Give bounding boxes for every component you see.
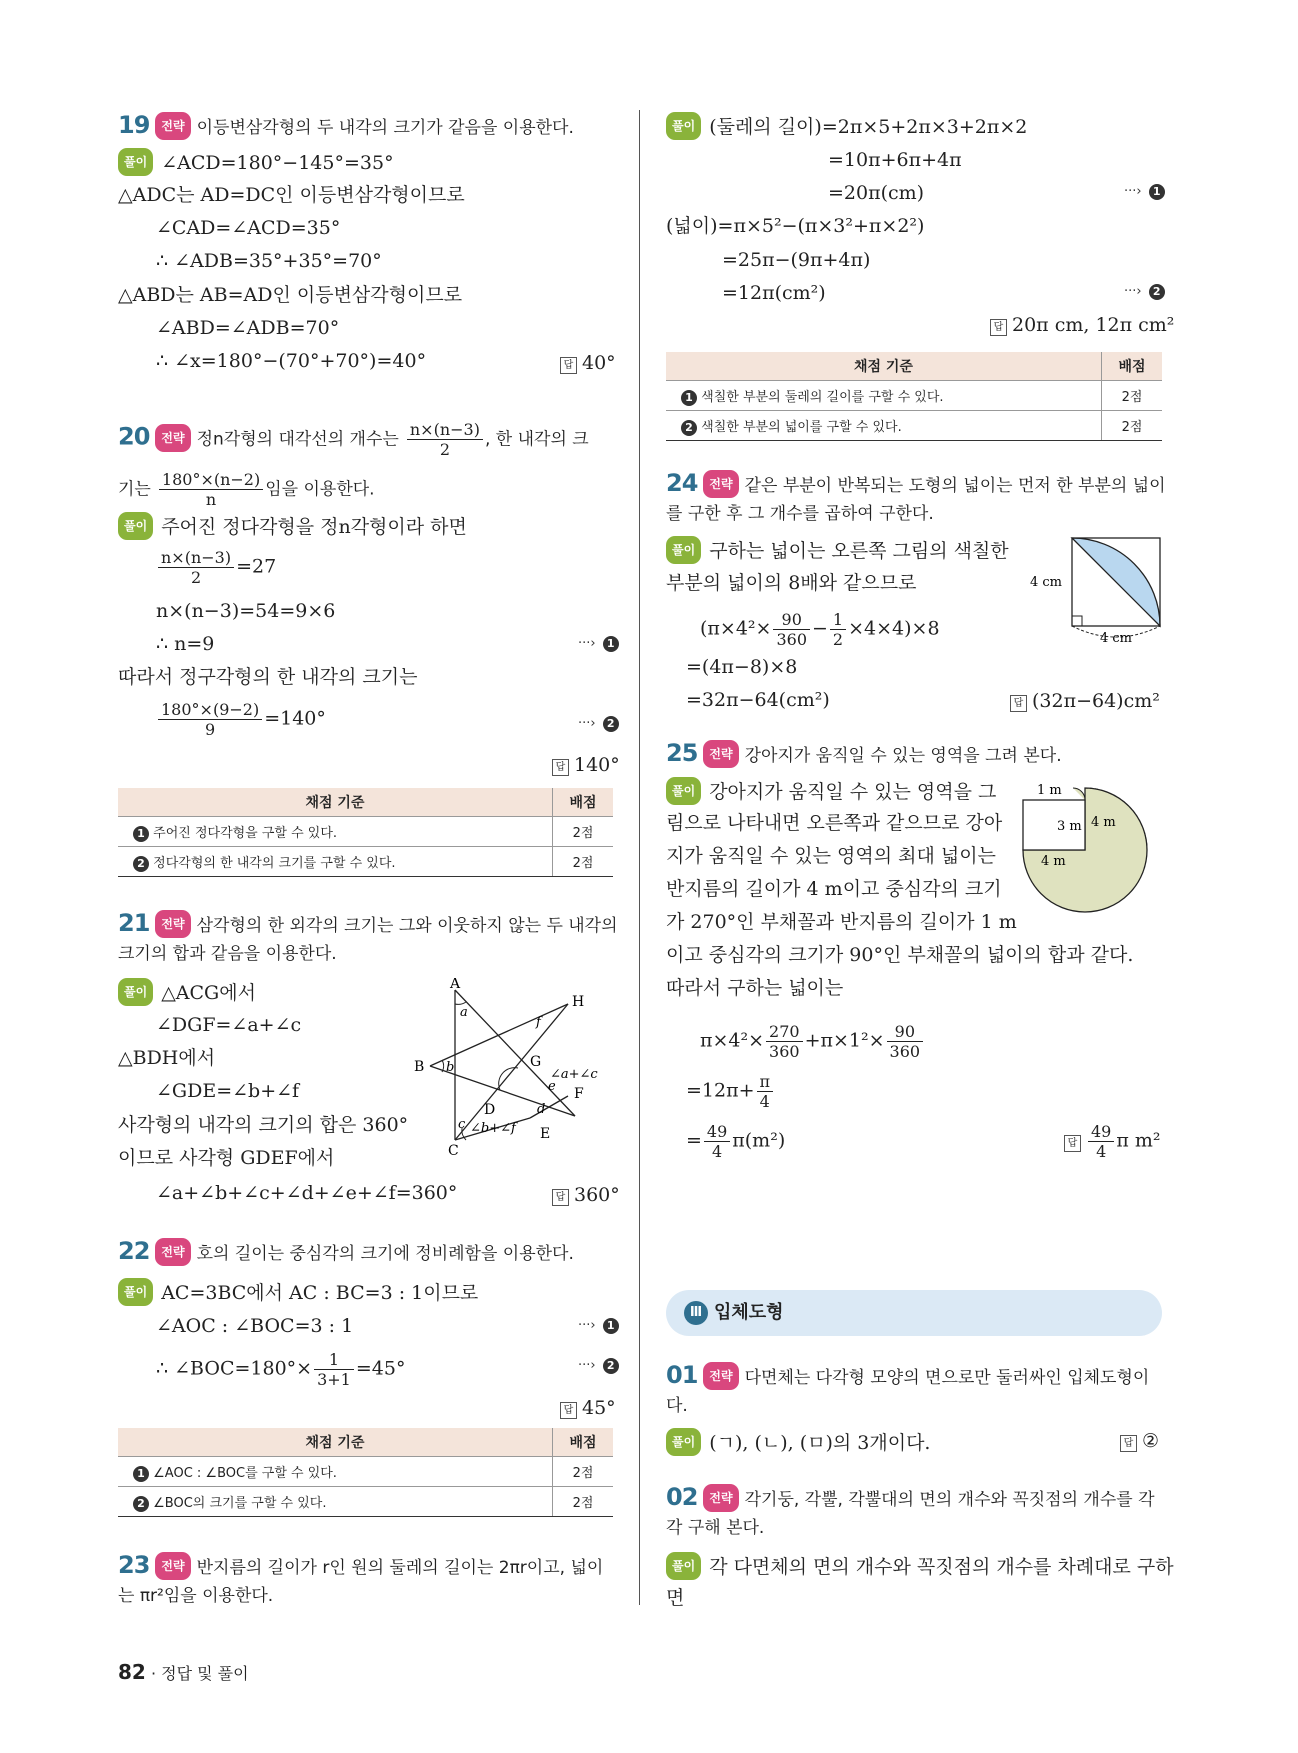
q24-line-1 bbox=[666, 536, 1009, 564]
answer-mark-icon: 답 bbox=[552, 1189, 569, 1206]
point-b-label: B bbox=[414, 1059, 425, 1075]
points-cell: 2점 bbox=[553, 847, 614, 877]
q22-solution-badge: 풀이 bbox=[118, 1278, 153, 1306]
q01-line-1 bbox=[666, 1428, 930, 1456]
q22-strategy-badge: 전략 bbox=[155, 1238, 190, 1266]
point-f-label: F bbox=[574, 1086, 584, 1102]
q20-fraction-4-num: 180°×(9−2) bbox=[158, 700, 262, 720]
q22-number: 22 bbox=[118, 1237, 150, 1265]
q25-fraction-1 bbox=[766, 1022, 803, 1061]
q19-line-3: ∴ ∠ADB=35°+35°=70° bbox=[156, 250, 382, 272]
answer-mark-icon: 답 bbox=[1064, 1135, 1081, 1152]
q22-fraction bbox=[314, 1350, 354, 1389]
point-e-label: E bbox=[540, 1126, 551, 1142]
q25-text-0: 강아지가 움직일 수 있는 영역을 그 bbox=[709, 781, 997, 803]
q22-strategy: 호의 길이는 중심각의 크기에 정비례함을 이용한다. bbox=[196, 1244, 574, 1264]
q24-fraction-1-num: 90 bbox=[773, 610, 810, 630]
q21-line-4: 사각형의 내각의 크기의 합은 360° bbox=[118, 1114, 409, 1136]
q02-strategy-b: 각 구해 본다. bbox=[666, 1518, 765, 1538]
q23-strategy-b: 는 πr²임을 이용한다. bbox=[118, 1586, 274, 1606]
q25-dog-area-figure bbox=[1015, 780, 1165, 930]
angle-a-label: a bbox=[460, 1005, 468, 1020]
q01-text-1: (ㄱ), (ㄴ), (ㅁ)의 3개이다. bbox=[709, 1432, 931, 1454]
criteria-header: 채점 기준 bbox=[118, 1428, 553, 1457]
table-row bbox=[666, 381, 1162, 411]
q24-fraction-1 bbox=[773, 610, 810, 649]
section-header-solids bbox=[666, 1290, 1162, 1336]
q23-line-5: =25π−(9π+4π) bbox=[722, 249, 871, 271]
q20-strategy-c: 기는 bbox=[118, 479, 151, 500]
q24-side-label: 4 cm bbox=[1030, 575, 1063, 590]
step-2-icon: 2 bbox=[133, 1496, 149, 1512]
points-cell: 2점 bbox=[553, 1457, 614, 1487]
criteria-cell bbox=[118, 1457, 553, 1487]
answer-mark-icon: 답 bbox=[552, 759, 569, 776]
q01-header bbox=[666, 1362, 1149, 1391]
q19-line-0 bbox=[118, 148, 394, 176]
q01-answer-value: ② bbox=[1142, 1430, 1160, 1452]
q21-line-3: ∠GDE=∠b+∠f bbox=[156, 1080, 300, 1102]
q21-strategy-line-2 bbox=[118, 940, 337, 967]
q20-strategy-d: 임을 이용한다. bbox=[265, 479, 375, 500]
q24-fraction-2 bbox=[830, 610, 846, 649]
q21-strategy-b: 크기의 합과 같음을 이용한다. bbox=[118, 944, 337, 964]
q23-step-2-marker: ···› 2 bbox=[1124, 284, 1165, 300]
q20-strategy-b: , 한 내각의 크 bbox=[484, 429, 589, 450]
q21-header bbox=[118, 910, 618, 939]
q22-fraction-den: 3+1 bbox=[317, 1370, 351, 1389]
step-2-icon: 2 bbox=[603, 1358, 619, 1374]
criteria-text: 색칠한 부분의 둘레의 길이를 구할 수 있다. bbox=[701, 389, 944, 405]
step-1-icon: 1 bbox=[133, 1466, 149, 1482]
q22-text-3a: ∴ ∠BOC=180°× bbox=[156, 1357, 313, 1380]
answer-mark-icon: 답 bbox=[990, 319, 1007, 336]
q20-fraction-3 bbox=[158, 548, 234, 587]
answer-mark-icon: 답 bbox=[560, 357, 577, 374]
q20-header bbox=[118, 420, 589, 459]
column-divider bbox=[639, 110, 640, 1605]
q25-eq-1 bbox=[700, 1022, 925, 1061]
angle-ac-label: ∠a+∠c bbox=[550, 1067, 598, 1082]
q20-fraction-3-num: n×(n−3) bbox=[158, 548, 234, 568]
answer-mark-icon: 답 bbox=[560, 1402, 577, 1419]
q23-line-4: (넓이)=π×5²−(π×3²+π×2²) bbox=[666, 215, 925, 237]
q23-strategy-a: 반지름의 길이가 r인 원의 둘레의 길이는 2πr이고, 넓이 bbox=[196, 1558, 604, 1578]
q20-answer-value: 140° bbox=[574, 754, 620, 776]
criteria-header: 채점 기준 bbox=[118, 788, 553, 817]
q02-strategy-line-2 bbox=[666, 1514, 764, 1541]
q22-answer bbox=[560, 1397, 616, 1419]
q25-fraction-4-num: 49 bbox=[704, 1122, 730, 1142]
q25-line-3: 반지름의 길이가 4 m이고 중심각의 크기 bbox=[666, 878, 1002, 900]
q25-strategy: 강아지가 움직일 수 있는 영역을 그려 본다. bbox=[744, 746, 1062, 766]
criteria-text: ∠BOC의 크기를 구할 수 있다. bbox=[153, 1495, 327, 1511]
q20-fraction-3-den: 2 bbox=[190, 568, 202, 587]
q22-text-3b: =45° bbox=[355, 1357, 406, 1380]
step-2-icon: 2 bbox=[133, 856, 149, 872]
q25-eq-2 bbox=[686, 1072, 775, 1111]
q02-line-2: 면 bbox=[666, 1587, 685, 1609]
q20-eq1-value: =27 bbox=[236, 555, 277, 578]
q21-line-0 bbox=[118, 978, 256, 1006]
q20-step-2-marker: ···› 2 bbox=[578, 716, 619, 732]
step-1-icon: 1 bbox=[133, 826, 149, 842]
q23-strategy-line-2 bbox=[118, 1582, 273, 1609]
q02-line-1 bbox=[666, 1552, 1174, 1580]
point-d-label: D bbox=[484, 1102, 496, 1118]
q23-header bbox=[118, 1552, 603, 1581]
q24-fraction-1-den: 360 bbox=[776, 630, 807, 649]
q24-number: 24 bbox=[666, 469, 698, 497]
q21-text-0: △ACG에서 bbox=[161, 982, 256, 1004]
q20-strategy-a: 정n각형의 대각선의 개수는 bbox=[196, 429, 399, 450]
q22-step-2-marker: ···› 2 bbox=[578, 1358, 619, 1374]
q20-eq-1 bbox=[156, 548, 276, 587]
q20-criteria-table bbox=[118, 788, 613, 877]
criteria-text: 주어진 정다각형을 구할 수 있다. bbox=[153, 825, 338, 841]
table-row bbox=[118, 817, 613, 847]
q02-strategy-badge: 전략 bbox=[703, 1484, 738, 1512]
q20-fraction-2-den: n bbox=[205, 490, 217, 509]
q23-line-6: =12π(cm²) bbox=[722, 282, 826, 304]
q21-line-5: 이므로 사각형 GDEF에서 bbox=[118, 1147, 335, 1169]
q25-answer-num: 49 bbox=[1088, 1122, 1114, 1142]
footer-separator: · bbox=[150, 1664, 157, 1683]
angle-f-label: f bbox=[536, 1015, 541, 1030]
q22-text-1: AC=3BC에서 AC : BC=3 : 1이므로 bbox=[161, 1282, 479, 1304]
q23-strategy-badge: 전략 bbox=[155, 1552, 190, 1580]
q01-number: 01 bbox=[666, 1361, 698, 1389]
angle-bf-label: ∠b+∠f bbox=[470, 1121, 516, 1136]
q19-answer-value: 40° bbox=[582, 352, 616, 374]
angle-e-label: e bbox=[548, 1079, 556, 1094]
q25-fraction-3 bbox=[757, 1072, 774, 1111]
q25-strategy-badge: 전략 bbox=[703, 740, 738, 768]
q22-step-1-marker: ···› 1 bbox=[578, 1318, 619, 1334]
q19-line-5: ∠ABD=∠ADB=70° bbox=[156, 317, 340, 339]
q25-eq-b: +π×1²× bbox=[804, 1029, 885, 1052]
q25-answer-fraction bbox=[1088, 1122, 1114, 1161]
q21-answer bbox=[552, 1184, 620, 1206]
angle-d-label: d bbox=[537, 1102, 546, 1117]
q25-header bbox=[666, 740, 1062, 769]
q21-strategy-a: 삼각형의 한 외각의 크기는 그와 이웃하지 않는 두 내각의 bbox=[196, 916, 618, 936]
page-number: 82 bbox=[118, 1660, 146, 1684]
q19-line-2: ∠CAD=∠ACD=35° bbox=[156, 217, 341, 239]
q24-quarter-circle-figure bbox=[1030, 530, 1170, 654]
q24-eq bbox=[700, 610, 940, 649]
q01-solution-badge: 풀이 bbox=[666, 1428, 701, 1456]
q19-line-6: ∴ ∠x=180°−(70°+70°)=40° bbox=[156, 350, 427, 372]
table-row bbox=[118, 1457, 613, 1487]
step-2-icon: 2 bbox=[1149, 284, 1165, 300]
q20-fraction-1 bbox=[407, 420, 483, 459]
q24-line-2: 부분의 넓이의 8배와 같으므로 bbox=[666, 572, 917, 594]
q25-solution-badge: 풀이 bbox=[666, 777, 701, 805]
q23-text-1: (둘레의 길이)=2π×5+2π×3+2π×2 bbox=[709, 116, 1028, 138]
q25-fraction-2-den: 360 bbox=[889, 1042, 921, 1061]
q22-line-3 bbox=[156, 1350, 405, 1389]
q25-answer bbox=[1064, 1122, 1161, 1161]
q24-text-1: 구하는 넓이는 오른쪽 그림의 색칠한 bbox=[709, 540, 1009, 562]
q20-fraction-4 bbox=[158, 700, 262, 739]
q20-fraction-1-num: n×(n−3) bbox=[407, 420, 483, 440]
q21-line-6: ∠a+∠b+∠c+∠d+∠e+∠f=360° bbox=[156, 1182, 458, 1204]
q02-text-1: 각 다면체의 면의 개수와 꼭짓점의 개수를 차례대로 구하 bbox=[709, 1556, 1174, 1578]
q23-criteria-table bbox=[666, 352, 1162, 441]
q24-strategy-a: 같은 부분이 반복되는 도형의 넓이는 먼저 한 부분의 넓이 bbox=[744, 476, 1166, 496]
q25-number: 25 bbox=[666, 739, 698, 767]
q25-line-0 bbox=[666, 777, 996, 805]
q02-solution-badge: 풀이 bbox=[666, 1552, 701, 1580]
q19-strategy-badge: 전략 bbox=[155, 112, 190, 140]
points-cell: 2점 bbox=[553, 1487, 614, 1517]
point-a-label: A bbox=[450, 978, 461, 992]
q23-line-2: =10π+6π+4π bbox=[828, 149, 962, 171]
q20-fraction-1-den: 2 bbox=[439, 440, 451, 459]
q25-four-right-label: 4 m bbox=[1091, 815, 1116, 830]
criteria-cell bbox=[666, 411, 1102, 441]
q20-fraction-4-den: 9 bbox=[205, 720, 216, 739]
criteria-cell bbox=[118, 817, 553, 847]
table-row bbox=[118, 1487, 613, 1517]
q22-criteria-table bbox=[118, 1428, 613, 1517]
q01-strategy-badge: 전략 bbox=[703, 1362, 738, 1390]
q21-line-1: ∠DGF=∠a+∠c bbox=[156, 1014, 302, 1036]
q25-answer-den: 4 bbox=[1096, 1142, 1107, 1161]
q25-fraction-2-num: 90 bbox=[887, 1022, 924, 1042]
q25-answer-unit: π m² bbox=[1116, 1129, 1161, 1152]
q23-line-3: =20π(cm) bbox=[828, 182, 925, 204]
criteria-cell bbox=[666, 381, 1102, 411]
q24-solution-badge: 풀이 bbox=[666, 536, 701, 564]
table-row bbox=[666, 411, 1162, 441]
table-row bbox=[118, 847, 613, 877]
q20-text-1: 주어진 정다각형을 정n각형이라 하면 bbox=[161, 516, 467, 538]
answer-mark-icon: 답 bbox=[1010, 695, 1027, 712]
q24-eq-c: ×4×4)×8 bbox=[848, 617, 940, 640]
criteria-header: 채점 기준 bbox=[666, 352, 1102, 381]
q25-three-label: 3 m bbox=[1057, 819, 1082, 834]
q02-number: 02 bbox=[666, 1483, 698, 1511]
q25-fraction-4-den: 4 bbox=[712, 1142, 723, 1161]
q23-number: 23 bbox=[118, 1551, 150, 1579]
q20-sol-line-1 bbox=[118, 512, 467, 540]
q24-line-3: =(4π−8)×8 bbox=[686, 656, 798, 678]
q24-eq-b: − bbox=[812, 617, 828, 640]
criteria-text: 색칠한 부분의 넓이를 구할 수 있다. bbox=[701, 419, 902, 435]
q19-text-0: ∠ACD=180°−145°=35° bbox=[161, 152, 394, 174]
footer-title: 정답 및 풀이 bbox=[161, 1664, 249, 1683]
q22-header bbox=[118, 1238, 574, 1267]
criteria-cell bbox=[118, 1487, 553, 1517]
criteria-text: ∠AOC : ∠BOC를 구할 수 있다. bbox=[153, 1465, 337, 1481]
q25-one-label: 1 m bbox=[1037, 783, 1062, 798]
q25-line-2: 지가 움직일 수 있는 영역의 최대 넓이는 bbox=[666, 845, 996, 867]
q01-strategy-a: 다면체는 다각형 모양의 면으로만 둘러싸인 입체도형이 bbox=[744, 1368, 1150, 1388]
q25-eq3-a: = bbox=[686, 1129, 702, 1152]
q19-header bbox=[118, 112, 574, 141]
q20-answer bbox=[552, 754, 620, 776]
q24-eq-a: (π×4²× bbox=[700, 617, 772, 640]
q01-answer bbox=[1120, 1430, 1159, 1452]
section-title: 입체도형 bbox=[714, 1302, 784, 1323]
points-cell: 2점 bbox=[553, 817, 614, 847]
points-header: 배점 bbox=[553, 788, 614, 817]
point-c-label: C bbox=[448, 1143, 459, 1158]
q23-answer-value: 20π cm, 12π cm² bbox=[1012, 314, 1175, 336]
q24-bottom-label: 4 cm bbox=[1100, 631, 1133, 646]
q20-line-2: n×(n−3)=54=9×6 bbox=[156, 600, 336, 622]
q25-eq-a: π×4²× bbox=[700, 1029, 765, 1052]
q19-line-1: △ADC는 AD=DC인 이등변삼각형이므로 bbox=[118, 184, 465, 206]
q20-step-1-marker: ···› 1 bbox=[578, 636, 619, 652]
q20-fraction-2 bbox=[159, 470, 263, 509]
section-roman-numeral: Ⅲ bbox=[684, 1301, 708, 1325]
q25-fraction-2 bbox=[887, 1022, 924, 1061]
step-2-icon: 2 bbox=[603, 716, 619, 732]
point-g-label: G bbox=[530, 1054, 542, 1070]
q24-line-4: =32π−64(cm²) bbox=[686, 689, 830, 711]
q20-strategy-line-2 bbox=[118, 470, 375, 509]
points-header: 배점 bbox=[1102, 352, 1163, 381]
q02-strategy-a: 각기둥, 각뿔, 각뿔대의 면의 개수와 꼭짓점의 개수를 각 bbox=[744, 1490, 1155, 1510]
q20-line-3: ∴ n=9 bbox=[156, 633, 215, 655]
q21-star-figure bbox=[400, 978, 625, 1158]
q24-fraction-2-num: 1 bbox=[830, 610, 846, 630]
q24-strategy-badge: 전략 bbox=[703, 470, 738, 498]
q24-fraction-2-den: 2 bbox=[832, 630, 844, 649]
q20-solution-badge: 풀이 bbox=[118, 512, 153, 540]
points-header: 배점 bbox=[553, 1428, 614, 1457]
q25-line-5: 이고 중심각의 크기가 90°인 부채꼴의 넓이의 합과 같다. bbox=[666, 944, 1134, 966]
q25-line-6: 따라서 구하는 넓이는 bbox=[666, 977, 844, 999]
q19-solution-badge: 풀이 bbox=[118, 148, 153, 176]
q20-eq-2 bbox=[156, 700, 326, 739]
angle-c-label: c bbox=[458, 1117, 466, 1132]
q20-line-4: 따라서 정구각형의 한 내각의 크기는 bbox=[118, 666, 418, 688]
q21-line-2: △BDH에서 bbox=[118, 1047, 216, 1069]
q01-strategy-b: 다. bbox=[666, 1396, 688, 1416]
q21-strategy-badge: 전략 bbox=[155, 910, 190, 938]
q25-eq2-a: =12π+ bbox=[686, 1079, 755, 1102]
criteria-text: 정다각형의 한 내각의 크기를 구할 수 있다. bbox=[153, 855, 396, 871]
q21-solution-badge: 풀이 bbox=[118, 978, 153, 1006]
q25-fraction-1-den: 360 bbox=[769, 1042, 800, 1061]
q19-answer bbox=[560, 352, 616, 374]
q25-eq3-b: π(m²) bbox=[732, 1129, 786, 1152]
q24-strategy-line-2 bbox=[666, 500, 934, 527]
q20-eq2-value: =140° bbox=[264, 707, 326, 730]
q19-number: 19 bbox=[118, 111, 150, 139]
q25-four-bottom-label: 4 m bbox=[1041, 854, 1066, 869]
q02-header bbox=[666, 1484, 1155, 1513]
q20-number: 20 bbox=[118, 422, 150, 451]
q25-fraction-1-num: 270 bbox=[766, 1022, 803, 1042]
q20-strategy-badge: 전략 bbox=[155, 424, 190, 452]
q23-solution-badge: 풀이 bbox=[666, 112, 701, 140]
points-cell: 2점 bbox=[1102, 411, 1163, 441]
answer-mark-icon: 답 bbox=[1120, 1435, 1137, 1452]
q22-line-1 bbox=[118, 1278, 478, 1306]
page-footer bbox=[118, 1660, 249, 1684]
q24-header bbox=[666, 470, 1166, 499]
q23-answer bbox=[990, 314, 1174, 336]
criteria-cell bbox=[118, 847, 553, 877]
q19-strategy: 이등변삼각형의 두 내각의 크기가 같음을 이용한다. bbox=[196, 118, 574, 138]
q24-answer bbox=[1010, 690, 1160, 712]
step-1-icon: 1 bbox=[1149, 184, 1165, 200]
angle-b-label: b bbox=[446, 1060, 455, 1075]
q22-line-2: ∠AOC : ∠BOC=3 : 1 bbox=[156, 1315, 354, 1337]
step-1-icon: 1 bbox=[681, 390, 697, 406]
q21-answer-value: 360° bbox=[574, 1184, 620, 1206]
step-2-icon: 2 bbox=[681, 420, 697, 436]
q22-fraction-num: 1 bbox=[314, 1350, 354, 1370]
points-cell: 2점 bbox=[1102, 381, 1163, 411]
q24-strategy-b: 를 구한 후 그 개수를 곱하여 구한다. bbox=[666, 504, 934, 524]
q25-fraction-3-den: 4 bbox=[759, 1092, 770, 1111]
q23-line-1 bbox=[666, 112, 1027, 140]
point-h-label: H bbox=[572, 994, 585, 1010]
q21-number: 21 bbox=[118, 909, 150, 937]
q25-eq-3 bbox=[686, 1122, 785, 1161]
step-1-icon: 1 bbox=[603, 1318, 619, 1334]
q22-answer-value: 45° bbox=[582, 1397, 616, 1419]
step-1-icon: 1 bbox=[603, 636, 619, 652]
q19-line-4: △ABD는 AB=AD인 이등변삼각형이므로 bbox=[118, 284, 463, 306]
q25-line-1: 림으로 나타내면 오른쪽과 같으므로 강아 bbox=[666, 812, 1003, 834]
q25-line-4: 가 270°인 부채꼴과 반지름의 길이가 1 m bbox=[666, 911, 1017, 933]
q20-fraction-2-num: 180°×(n−2) bbox=[159, 470, 263, 490]
q25-fraction-3-num: π bbox=[757, 1072, 774, 1092]
q23-step-1-marker: ···› 1 bbox=[1124, 184, 1165, 200]
q01-strategy-line-2 bbox=[666, 1392, 688, 1419]
q25-fraction-4 bbox=[704, 1122, 730, 1161]
q24-answer-value: (32π−64)cm² bbox=[1032, 690, 1160, 712]
